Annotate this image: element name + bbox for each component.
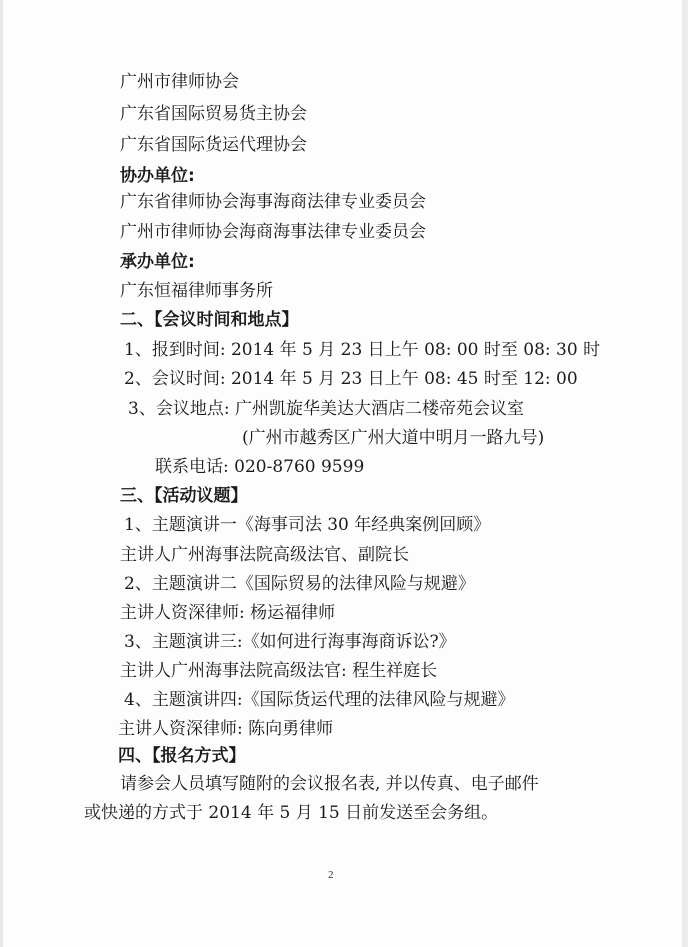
- meeting-time: 2、会议时间: 2014 年 5 月 23 日上午 08: 45 时至 12: 00: [124, 369, 578, 389]
- host-name: 广东恒福律师事务所: [120, 281, 273, 301]
- section-2-heading: 二、【会议时间和地点】: [120, 310, 299, 330]
- venue-address: (广州市越秀区广州大道中明月一路九号): [242, 428, 545, 448]
- page-number: 2: [328, 869, 334, 881]
- topic-speaker: 主讲人广州海事法院高级法官、副院长: [120, 545, 409, 565]
- registration-time: 1、报到时间: 2014 年 5 月 23 日上午 08: 00 时至 08: 30 时: [124, 340, 601, 360]
- topic-speaker: 主讲人资深律师: 杨运福律师: [120, 603, 336, 623]
- section-4-heading: 四、【报名方式】: [118, 746, 246, 766]
- meeting-venue: 3、会议地点: 广州凯旋华美达大酒店二楼帝苑会议室: [128, 399, 524, 419]
- topic-speaker: 主讲人广州海事法院高级法官: 程生祥庭长: [120, 661, 438, 681]
- registration-instructions-cont: 或快递的方式于 2014 年 5 月 15 日前发送至会务组。: [84, 803, 499, 823]
- contact-phone: 联系电话: 020-8760 9599: [155, 457, 365, 477]
- co-organizer-heading: 协办单位:: [120, 166, 195, 186]
- section-3-heading: 三、【活动议题】: [120, 486, 248, 506]
- topic-title: 1、主题演讲一《海事司法 30 年经典案例回顾》: [124, 515, 491, 535]
- scan-edge-left: [0, 0, 3, 947]
- topic-title: 4、主题演讲四:《国际货运代理的法律风险与规避》: [124, 690, 515, 710]
- organizer-item: 广州市律师协会: [120, 72, 239, 92]
- organizer-item: 广东省国际货运代理协会: [120, 135, 307, 155]
- registration-instructions: 请参会人员填写随附的会议报名表, 并以传真、电子邮件: [120, 774, 539, 794]
- scan-edge-right: [682, 0, 688, 947]
- co-organizer-item: 广东省律师协会海事海商法律专业委员会: [120, 192, 426, 212]
- organizer-item: 广东省国际贸易货主协会: [120, 104, 307, 124]
- topic-title: 3、主题演讲三:《如何进行海事海商诉讼?》: [124, 632, 456, 652]
- host-heading: 承办单位:: [120, 252, 195, 272]
- co-organizer-item: 广州市律师协会海商海事法律专业委员会: [120, 222, 426, 242]
- topic-title: 2、主题演讲二《国际贸易的法律风险与规避》: [124, 574, 475, 594]
- topic-speaker: 主讲人资深律师: 陈向勇律师: [118, 719, 334, 739]
